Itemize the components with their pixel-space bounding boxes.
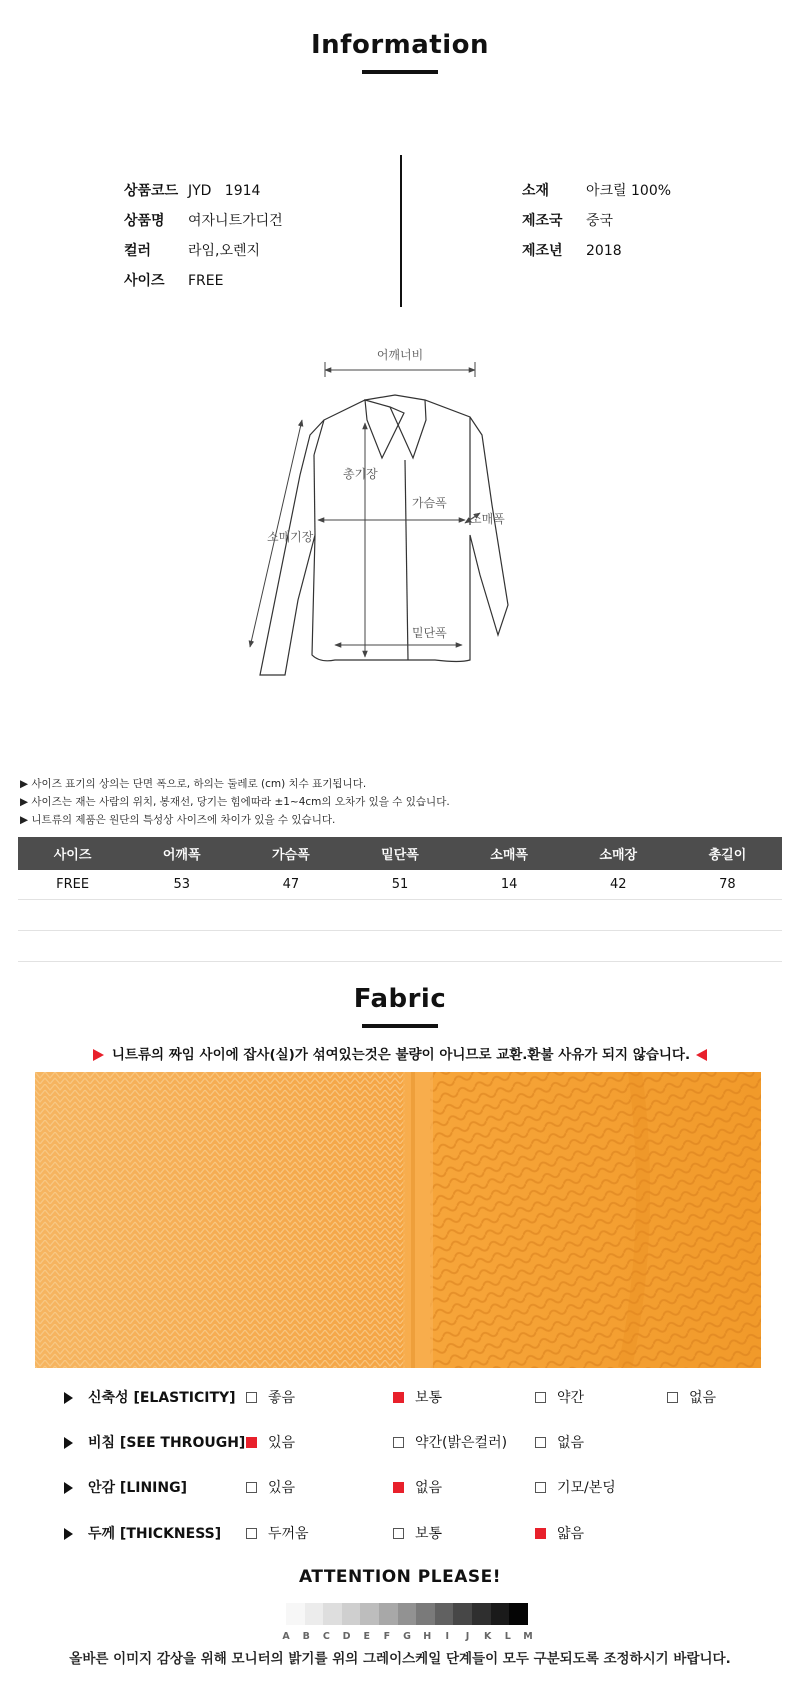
size-note: ▶ 사이즈는 재는 사람의 위치, 봉재선, 당기는 힘에따라 ±1~4cm의 오차가 있을 수 있습니다. xyxy=(20,796,450,808)
option xyxy=(246,1431,295,1455)
grayscale-letter: K xyxy=(483,1631,492,1642)
option xyxy=(535,1386,584,1410)
checkbox xyxy=(246,1392,257,1403)
size-note: ▶ 니트류의 제품은 원단의 특성상 사이즈에 차이가 있을 수 있습니다. xyxy=(20,814,336,826)
info-label: 상품명 xyxy=(124,213,165,229)
checkbox xyxy=(393,1437,404,1448)
grayscale-swatch xyxy=(416,1603,435,1625)
option-label: 보통 xyxy=(415,1390,443,1406)
info-left-column xyxy=(124,176,283,296)
information-underline xyxy=(362,70,438,74)
info-value: 여자니트가디건 xyxy=(188,213,283,229)
option xyxy=(246,1476,295,1500)
property-thickness xyxy=(0,1522,800,1546)
checkbox xyxy=(246,1482,257,1493)
option xyxy=(246,1386,295,1410)
property-name: 안감 [LINING] xyxy=(88,1480,187,1496)
grayscale-swatch xyxy=(286,1603,305,1625)
label-total-length: 총기장 xyxy=(343,467,378,481)
info-value: 중국 xyxy=(586,213,614,229)
grayscale-swatch xyxy=(453,1603,472,1625)
info-divider xyxy=(400,155,402,307)
option xyxy=(667,1386,716,1410)
option-label: 없음 xyxy=(415,1480,443,1496)
info-value: JYD 1914 xyxy=(188,183,261,199)
grayscale-letter: G xyxy=(403,1631,411,1642)
option xyxy=(535,1476,616,1500)
grayscale-caption: 올바른 이미지 감상을 위해 모니터의 밝기를 위의 그레이스케일 단계들이 모두 구분되도록 조정하시기 바랍니다. xyxy=(69,1651,731,1667)
grayscale-letters xyxy=(276,1631,538,1642)
option-label: 있음 xyxy=(268,1480,296,1496)
grayscale-swatch xyxy=(509,1603,528,1625)
option xyxy=(535,1522,584,1546)
info-value: 라임,오렌지 xyxy=(188,243,261,259)
info-value: 2018 xyxy=(586,243,622,259)
grayscale-swatch xyxy=(398,1603,417,1625)
info-label: 소재 xyxy=(522,183,550,199)
fabric-underline xyxy=(362,1024,438,1028)
info-label: 제조국 xyxy=(522,213,563,229)
column-header: 소매장 xyxy=(564,837,673,870)
table-cell: 42 xyxy=(564,870,673,900)
option-label: 약간 xyxy=(557,1390,585,1406)
option xyxy=(393,1476,442,1500)
grayscale-swatch xyxy=(323,1603,342,1625)
option-label: 좋음 xyxy=(268,1390,296,1406)
size-table-header xyxy=(18,837,782,870)
grayscale-letter: C xyxy=(322,1631,330,1642)
grayscale-letter: D xyxy=(342,1631,351,1642)
property-name: 신축성 [ELASTICITY] xyxy=(88,1390,236,1406)
grayscale-letter: A xyxy=(282,1631,290,1642)
info-row-code xyxy=(124,176,283,206)
grayscale-letter: E xyxy=(363,1631,370,1642)
option-label: 기모/본딩 xyxy=(557,1480,616,1496)
triangle-bullet-icon xyxy=(64,1482,73,1494)
table-row xyxy=(18,870,782,900)
column-header: 어깨폭 xyxy=(127,837,236,870)
table-cell: 53 xyxy=(127,870,236,900)
triangle-bullet-icon xyxy=(64,1392,73,1404)
label-hem: 밑단폭 xyxy=(412,626,447,640)
property-elasticity xyxy=(0,1386,800,1410)
table-cell: FREE xyxy=(18,870,127,900)
info-label: 사이즈 xyxy=(124,273,165,289)
grayscale-swatch xyxy=(491,1603,510,1625)
info-row-country xyxy=(522,206,671,236)
triangle-bullet-icon xyxy=(64,1437,73,1449)
info-value: FREE xyxy=(188,273,224,289)
table-cell: 47 xyxy=(236,870,345,900)
label-shoulder: 어깨너비 xyxy=(376,348,424,362)
option-label: 없음 xyxy=(689,1390,717,1406)
grayscale-swatch xyxy=(435,1603,454,1625)
grayscale-swatch xyxy=(360,1603,379,1625)
grayscale-swatch xyxy=(305,1603,324,1625)
option-label: 없음 xyxy=(557,1435,585,1451)
checkbox-checked xyxy=(535,1528,546,1539)
option xyxy=(393,1386,442,1410)
option-label: 약간(밝은컬러) xyxy=(415,1435,508,1451)
column-header: 소매폭 xyxy=(455,837,564,870)
checkbox xyxy=(535,1392,546,1403)
size-notes xyxy=(20,775,450,829)
label-sleeve-length: 소매기장 xyxy=(267,530,314,544)
option xyxy=(535,1431,584,1455)
info-label: 제조년 xyxy=(522,243,563,259)
checkbox xyxy=(535,1482,546,1493)
checkbox-checked xyxy=(246,1437,257,1448)
label-chest: 가슴폭 xyxy=(412,496,447,510)
column-header: 밑단폭 xyxy=(345,837,454,870)
table-row-empty xyxy=(18,931,782,962)
info-row-material xyxy=(522,176,671,206)
size-table xyxy=(18,837,782,962)
information-title: Information xyxy=(310,30,490,60)
triangle-left-icon xyxy=(696,1049,707,1061)
info-value: 아크릴 100% xyxy=(586,183,672,199)
size-note: ▶ 사이즈 표기의 상의는 단면 폭으로, 하의는 둘레로 (cm) 치수 표기됩니다. xyxy=(20,778,367,790)
option-label: 보통 xyxy=(415,1526,443,1542)
column-header: 총길이 xyxy=(673,837,782,870)
grayscale-letter: J xyxy=(465,1631,470,1642)
grayscale-letter: H xyxy=(423,1631,432,1642)
info-row-year xyxy=(522,236,671,266)
fabric-notice xyxy=(0,1043,800,1063)
table-cell: 14 xyxy=(455,870,564,900)
grayscale-letter: M xyxy=(523,1631,533,1642)
triangle-bullet-icon xyxy=(64,1528,73,1540)
fabric-notice-text: 니트류의 짜임 사이에 잡사(실)가 섞여있는것은 불량이 아니므로 교환.환불 사유가 되지 않습니다. xyxy=(111,1047,691,1063)
grayscale-swatch xyxy=(342,1603,361,1625)
triangle-right-icon xyxy=(93,1049,104,1061)
property-see-through xyxy=(0,1431,800,1455)
grayscale-swatch xyxy=(472,1603,491,1625)
grayscale-letter: B xyxy=(302,1631,310,1642)
grayscale-letter: L xyxy=(504,1631,511,1642)
grayscale-letter: I xyxy=(445,1631,450,1642)
measurement-diagram xyxy=(230,345,560,685)
option-label: 얇음 xyxy=(557,1526,585,1542)
property-lining xyxy=(0,1476,800,1500)
property-name: 두께 [THICKNESS] xyxy=(88,1526,222,1542)
info-label: 컬러 xyxy=(124,243,152,259)
info-right-column xyxy=(522,176,671,266)
option-label: 두꺼움 xyxy=(268,1526,309,1542)
grayscale-bar xyxy=(286,1603,528,1625)
label-sleeve-width: 소매폭 xyxy=(470,512,505,526)
checkbox xyxy=(393,1528,404,1539)
checkbox-checked xyxy=(393,1392,404,1403)
fabric-closeup-image xyxy=(35,1072,761,1368)
option xyxy=(393,1522,442,1546)
info-label: 상품코드 xyxy=(124,183,179,199)
option xyxy=(246,1522,309,1546)
table-row-empty xyxy=(18,900,782,931)
option-label: 있음 xyxy=(268,1435,296,1451)
table-cell: 51 xyxy=(345,870,454,900)
info-row-color xyxy=(124,236,283,266)
checkbox xyxy=(667,1392,678,1403)
checkbox-checked xyxy=(393,1482,404,1493)
checkbox xyxy=(246,1528,257,1539)
info-row-size xyxy=(124,266,283,296)
attention-title: ATTENTION PLEASE! xyxy=(299,1567,501,1587)
column-header: 가슴폭 xyxy=(236,837,345,870)
column-header: 사이즈 xyxy=(18,837,127,870)
checkbox xyxy=(535,1437,546,1448)
grayscale-swatch xyxy=(379,1603,398,1625)
info-row-name xyxy=(124,206,283,236)
table-cell: 78 xyxy=(673,870,782,900)
option xyxy=(393,1431,507,1455)
fabric-title: Fabric xyxy=(353,984,447,1014)
property-name: 비침 [SEE THROUGH] xyxy=(88,1435,246,1451)
grayscale-letter: F xyxy=(383,1631,391,1642)
